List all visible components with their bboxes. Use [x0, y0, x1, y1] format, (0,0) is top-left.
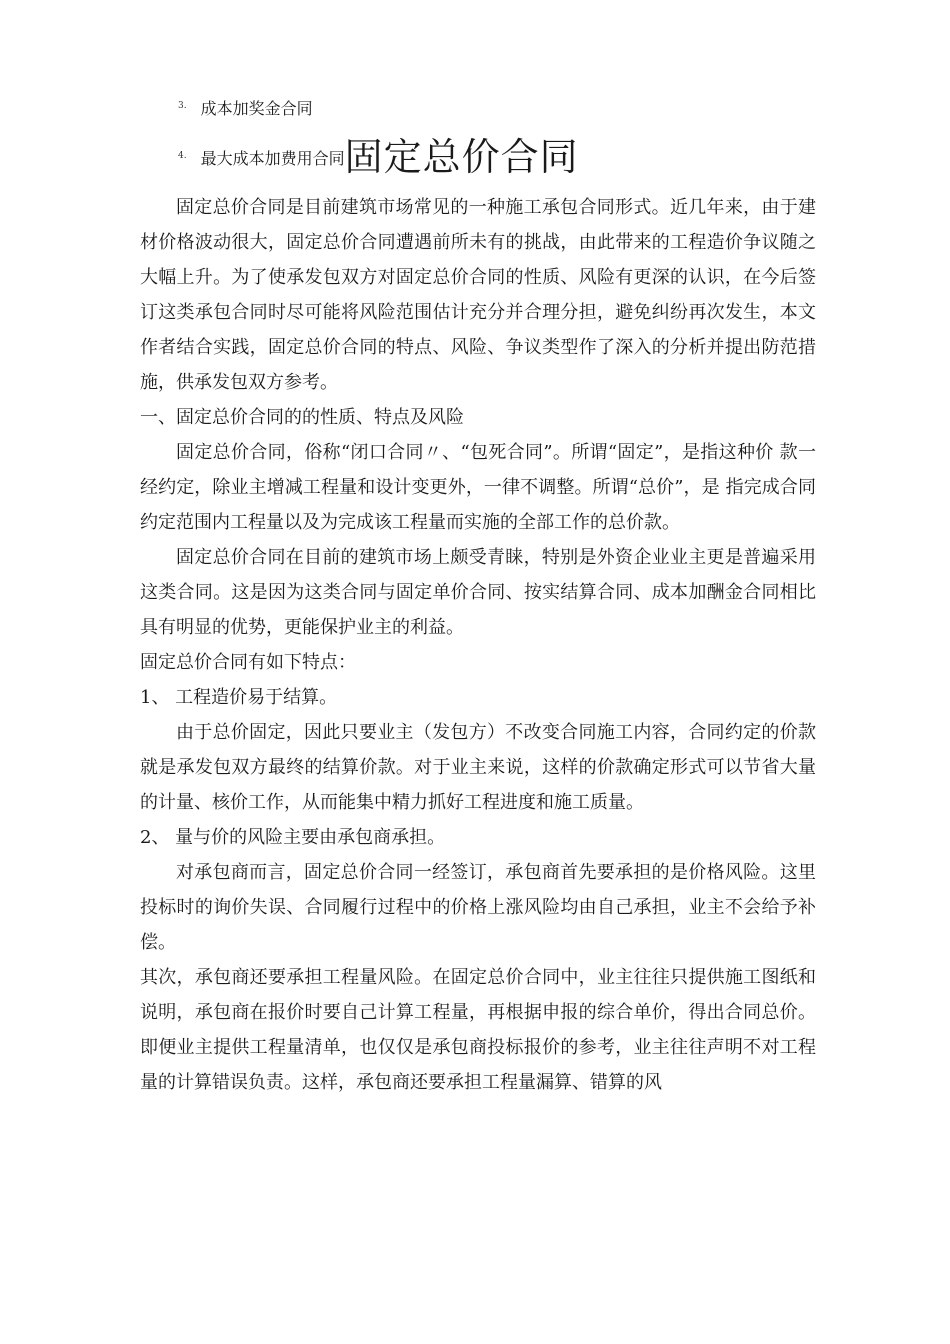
list-item-text: 最大成本加费用合同 — [200, 149, 345, 168]
feature-1-heading: 1、 工程造价易于结算。 — [140, 687, 338, 708]
paragraph-popularity: 固定总价合同在目前的建筑市场上颇受青睐，特别是外资企业业主更是普遍采用这类合同。这是因为这类合同与固定单价合同、按实结算合同、成本加酬金合同相比具有明显的优势，更能保护业主的利益。 — [140, 547, 816, 638]
paragraph-price-risk: 对承包商而言，固定总价合同一经签订，承包商首先要承担的是价格风险。这里投标时的询价失误、合同履行过程中的价格上涨风险均由自己承担，业主不会给予补偿。 — [140, 862, 816, 953]
list-number: 4. — [178, 151, 187, 161]
feature-2-heading: 2、 量与价的风险主要由承包商承担。 — [140, 827, 446, 848]
features-heading: 固定总价合同有如下特点： — [140, 652, 356, 673]
paragraph-feature-1: 由于总价固定，因此只要业主（发包方）不改变合同施工内容，合同约定的价款就是承发包双方最终的结算价款。对于业主来说，这样的价款确定形式可以节省大量的计量、核价工作，从而能集中精力抓好工程进度和施工质量。 — [140, 722, 816, 813]
body-text — [140, 190, 816, 1100]
document-title: 固定总价合同 — [344, 135, 579, 179]
list-item-text: 成本加奖金合同 — [200, 99, 313, 118]
list-item-3 — [178, 96, 313, 119]
list-number: 3. — [178, 101, 187, 111]
paragraph-definition: 固定总价合同，俗称“闭口合同〃、“包死合同”。所谓“固定”，是指这种价 款一经约定，除业主增减工程量和设计变更外，一律不调整。所谓“总价”，是 指完成合同约定范围内工程量以及为完成该工程量而实施的全部工作的总价款。 — [140, 442, 816, 533]
list-item-4 — [178, 126, 579, 181]
paragraph-intro: 固定总价合同是目前建筑市场常见的一种施工承包合同形式。近几年来，由于建材价格波动很大，固定总价合同遭遇前所未有的挑战，由此带来的工程造价争议随之大幅上升。为了使承发包双方对固定总价合同的性质、风险有更深的认识，在今后签订这类承包合同时尽可能将风险范围估计充分并合理分担，避免纠纷再次发生，本文作者结合实践，固定总价合同的特点、风险、争议类型作了深入的分析并提出防范措施，供承发包双方参考。 — [140, 197, 816, 393]
section-heading: 一、固定总价合同的的性质、特点及风险 — [140, 407, 464, 428]
paragraph-quantity-risk: 其次，承包商还要承担工程量风险。在固定总价合同中，业主往往只提供施工图纸和说明，承包商在报价时要自己计算工程量，再根据申报的综合单价，得出合同总价。即便业主提供工程量清单，也仅仅是承包商投标报价的参考，业主往往声明不对工程量的计算错误负责。这样，承包商还要承担工程量漏算、错算的风 — [140, 967, 816, 1093]
